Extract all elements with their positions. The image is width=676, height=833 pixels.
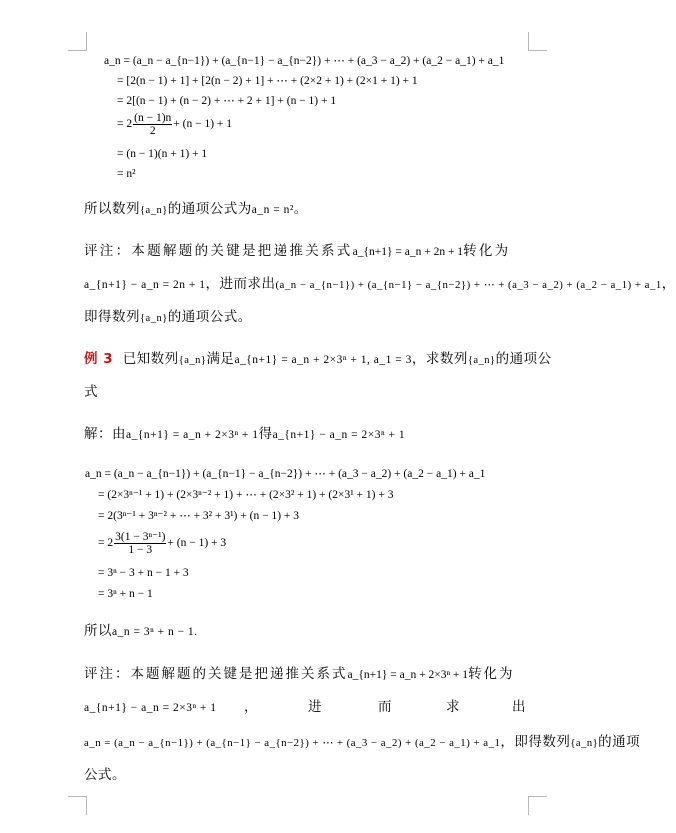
- derivation-line: = (n − 1)(n + 1) + 1: [117, 148, 208, 160]
- derivation-line-fraction: [117, 112, 232, 137]
- example-3-line-2: 式: [84, 384, 98, 400]
- comment-2-line-2: [84, 698, 530, 716]
- formula: a_{n+1} = a_n + 2×3ⁿ + 1: [347, 669, 469, 681]
- text: 转化为: [468, 666, 515, 682]
- text: ，即得数列: [500, 734, 571, 750]
- comment-1-line-2: [84, 275, 676, 293]
- text: 所以数列: [84, 201, 140, 217]
- comment-1-line-3: [84, 308, 252, 326]
- derivation-line: = 3ⁿ + n − 1: [98, 588, 153, 600]
- text: 满足: [206, 351, 235, 367]
- example-label: 例 3: [84, 351, 114, 367]
- formula: a_{n+1} − a_n = 2×3ⁿ + 1: [272, 429, 406, 441]
- fraction-prefix: = 2: [98, 537, 114, 550]
- text: 的通项公: [495, 351, 552, 367]
- formula: a_n = (a_n − a_{n−1}) + (a_{n−1} − a_{n−2}) + ⋯ + (a_3 − a_2) + (a_2 − a_1) + a_1: [84, 737, 501, 749]
- example-3-line-1: [84, 350, 552, 368]
- derivation-line: = 3ⁿ − 3 + n − 1 + 3: [98, 567, 189, 579]
- formula: a_{n+1} = a_n + 2×3ⁿ + 1, a_1 = 3: [234, 354, 412, 366]
- solution-label: 解：由: [84, 426, 126, 442]
- sequence-symbol: {a_n}: [467, 355, 496, 366]
- formula: a_{n+1} − a_n = 2×3ⁿ + 1: [84, 702, 217, 714]
- fraction-suffix: + (n − 1) + 3: [167, 537, 227, 550]
- text: 已知数列: [122, 351, 179, 367]
- derivation-line: = 2[(n − 1) + (n − 2) + ⋯ + 2 + 1] + (n − 1) + 1: [117, 95, 337, 107]
- text: 的通项公式为: [167, 201, 252, 217]
- formula: a_n = n²: [251, 204, 294, 216]
- text: 得: [258, 426, 273, 442]
- text: 。: [293, 201, 308, 217]
- text: ，: [244, 699, 258, 715]
- fraction-prefix: = 2: [117, 118, 133, 131]
- text: 求: [446, 699, 460, 715]
- text: 进: [308, 699, 322, 715]
- text: 而: [378, 699, 392, 715]
- text: ，进而求出: [205, 276, 276, 292]
- text: 出: [512, 699, 526, 715]
- comment-1-line-1: [84, 242, 510, 260]
- comment-2-line-1: [84, 665, 515, 683]
- text: 转化为: [463, 243, 511, 259]
- text: 所以: [84, 623, 112, 639]
- text: 的通项: [598, 734, 641, 750]
- formula: a_n = 3ⁿ + n − 1.: [112, 626, 198, 638]
- derivation-line: a_n = (a_n − a_{n−1}) + (a_{n−1} − a_{n−2}) + ⋯ + (a_3 − a_2) + (a_2 − a_1) + a_1: [85, 468, 486, 480]
- sequence-symbol: {a_n}: [140, 313, 168, 324]
- conclusion-2: [84, 622, 198, 640]
- formula: a_{n+1} − a_n = 2n + 1: [84, 279, 206, 291]
- sequence-symbol: {a_n}: [178, 355, 207, 366]
- fraction-denominator: 2: [149, 125, 156, 137]
- derivation-line: = 2(3ⁿ⁻¹ + 3ⁿ⁻² + ⋯ + 3² + 3¹) + (n − 1) + 3: [98, 510, 300, 522]
- margin-mark-top-right: [528, 32, 547, 51]
- derivation-line: = [2(n − 1) + 1] + [2(n − 2) + 1] + ⋯ + (2×2 + 1) + (2×1 + 1) + 1: [117, 75, 418, 87]
- text: ，: [661, 276, 676, 292]
- text: 即得数列: [84, 309, 140, 325]
- margin-mark-top-left: [68, 32, 87, 51]
- derivation-line: = (2×3ⁿ⁻¹ + 1) + (2×3ⁿ⁻² + 1) + ⋯ + (2×3² + 1) + (2×3¹ + 1) + 3: [98, 489, 394, 501]
- margin-mark-bottom-left: [68, 796, 87, 815]
- sequence-symbol: {a_n}: [570, 738, 599, 749]
- fraction-numerator: (n − 1)n: [134, 112, 172, 124]
- fraction-denominator: 1 − 3: [128, 544, 153, 556]
- derivation-line: = n²: [117, 168, 136, 180]
- comment-2-line-3: [84, 733, 640, 751]
- solution-line: [84, 425, 405, 443]
- text: 评注：本题解题的关键是把递推关系式: [84, 243, 353, 259]
- text: ，求数列: [411, 351, 468, 367]
- fraction: [114, 531, 166, 556]
- margin-mark-bottom-right: [528, 796, 547, 815]
- text: 评注：本题解题的关键是把递推关系式: [84, 666, 348, 682]
- formula: (a_n − a_{n−1}) + (a_{n−1} − a_{n−2}) + ⋯ + (a_3 − a_2) + (a_2 − a_1) + a_1: [275, 279, 662, 291]
- conclusion-1: [84, 200, 308, 218]
- comment-2-line-4: 公式。: [84, 767, 126, 783]
- derivation-line-fraction: [98, 531, 226, 556]
- formula: a_{n+1} = a_n + 2n + 1: [352, 246, 464, 258]
- fraction-numerator: 3(1 − 3ⁿ⁻¹): [115, 531, 166, 543]
- fraction: [133, 112, 172, 137]
- fraction-suffix: + (n − 1) + 1: [173, 118, 233, 131]
- formula: a_{n+1} = a_n + 2×3ⁿ + 1: [126, 429, 259, 441]
- derivation-line: a_n = (a_n − a_{n−1}) + (a_{n−1} − a_{n−2}) + ⋯ + (a_3 − a_2) + (a_2 − a_1) + a_1: [104, 55, 505, 67]
- text: 的通项公式。: [167, 309, 252, 325]
- sequence-symbol: {a_n}: [140, 205, 168, 216]
